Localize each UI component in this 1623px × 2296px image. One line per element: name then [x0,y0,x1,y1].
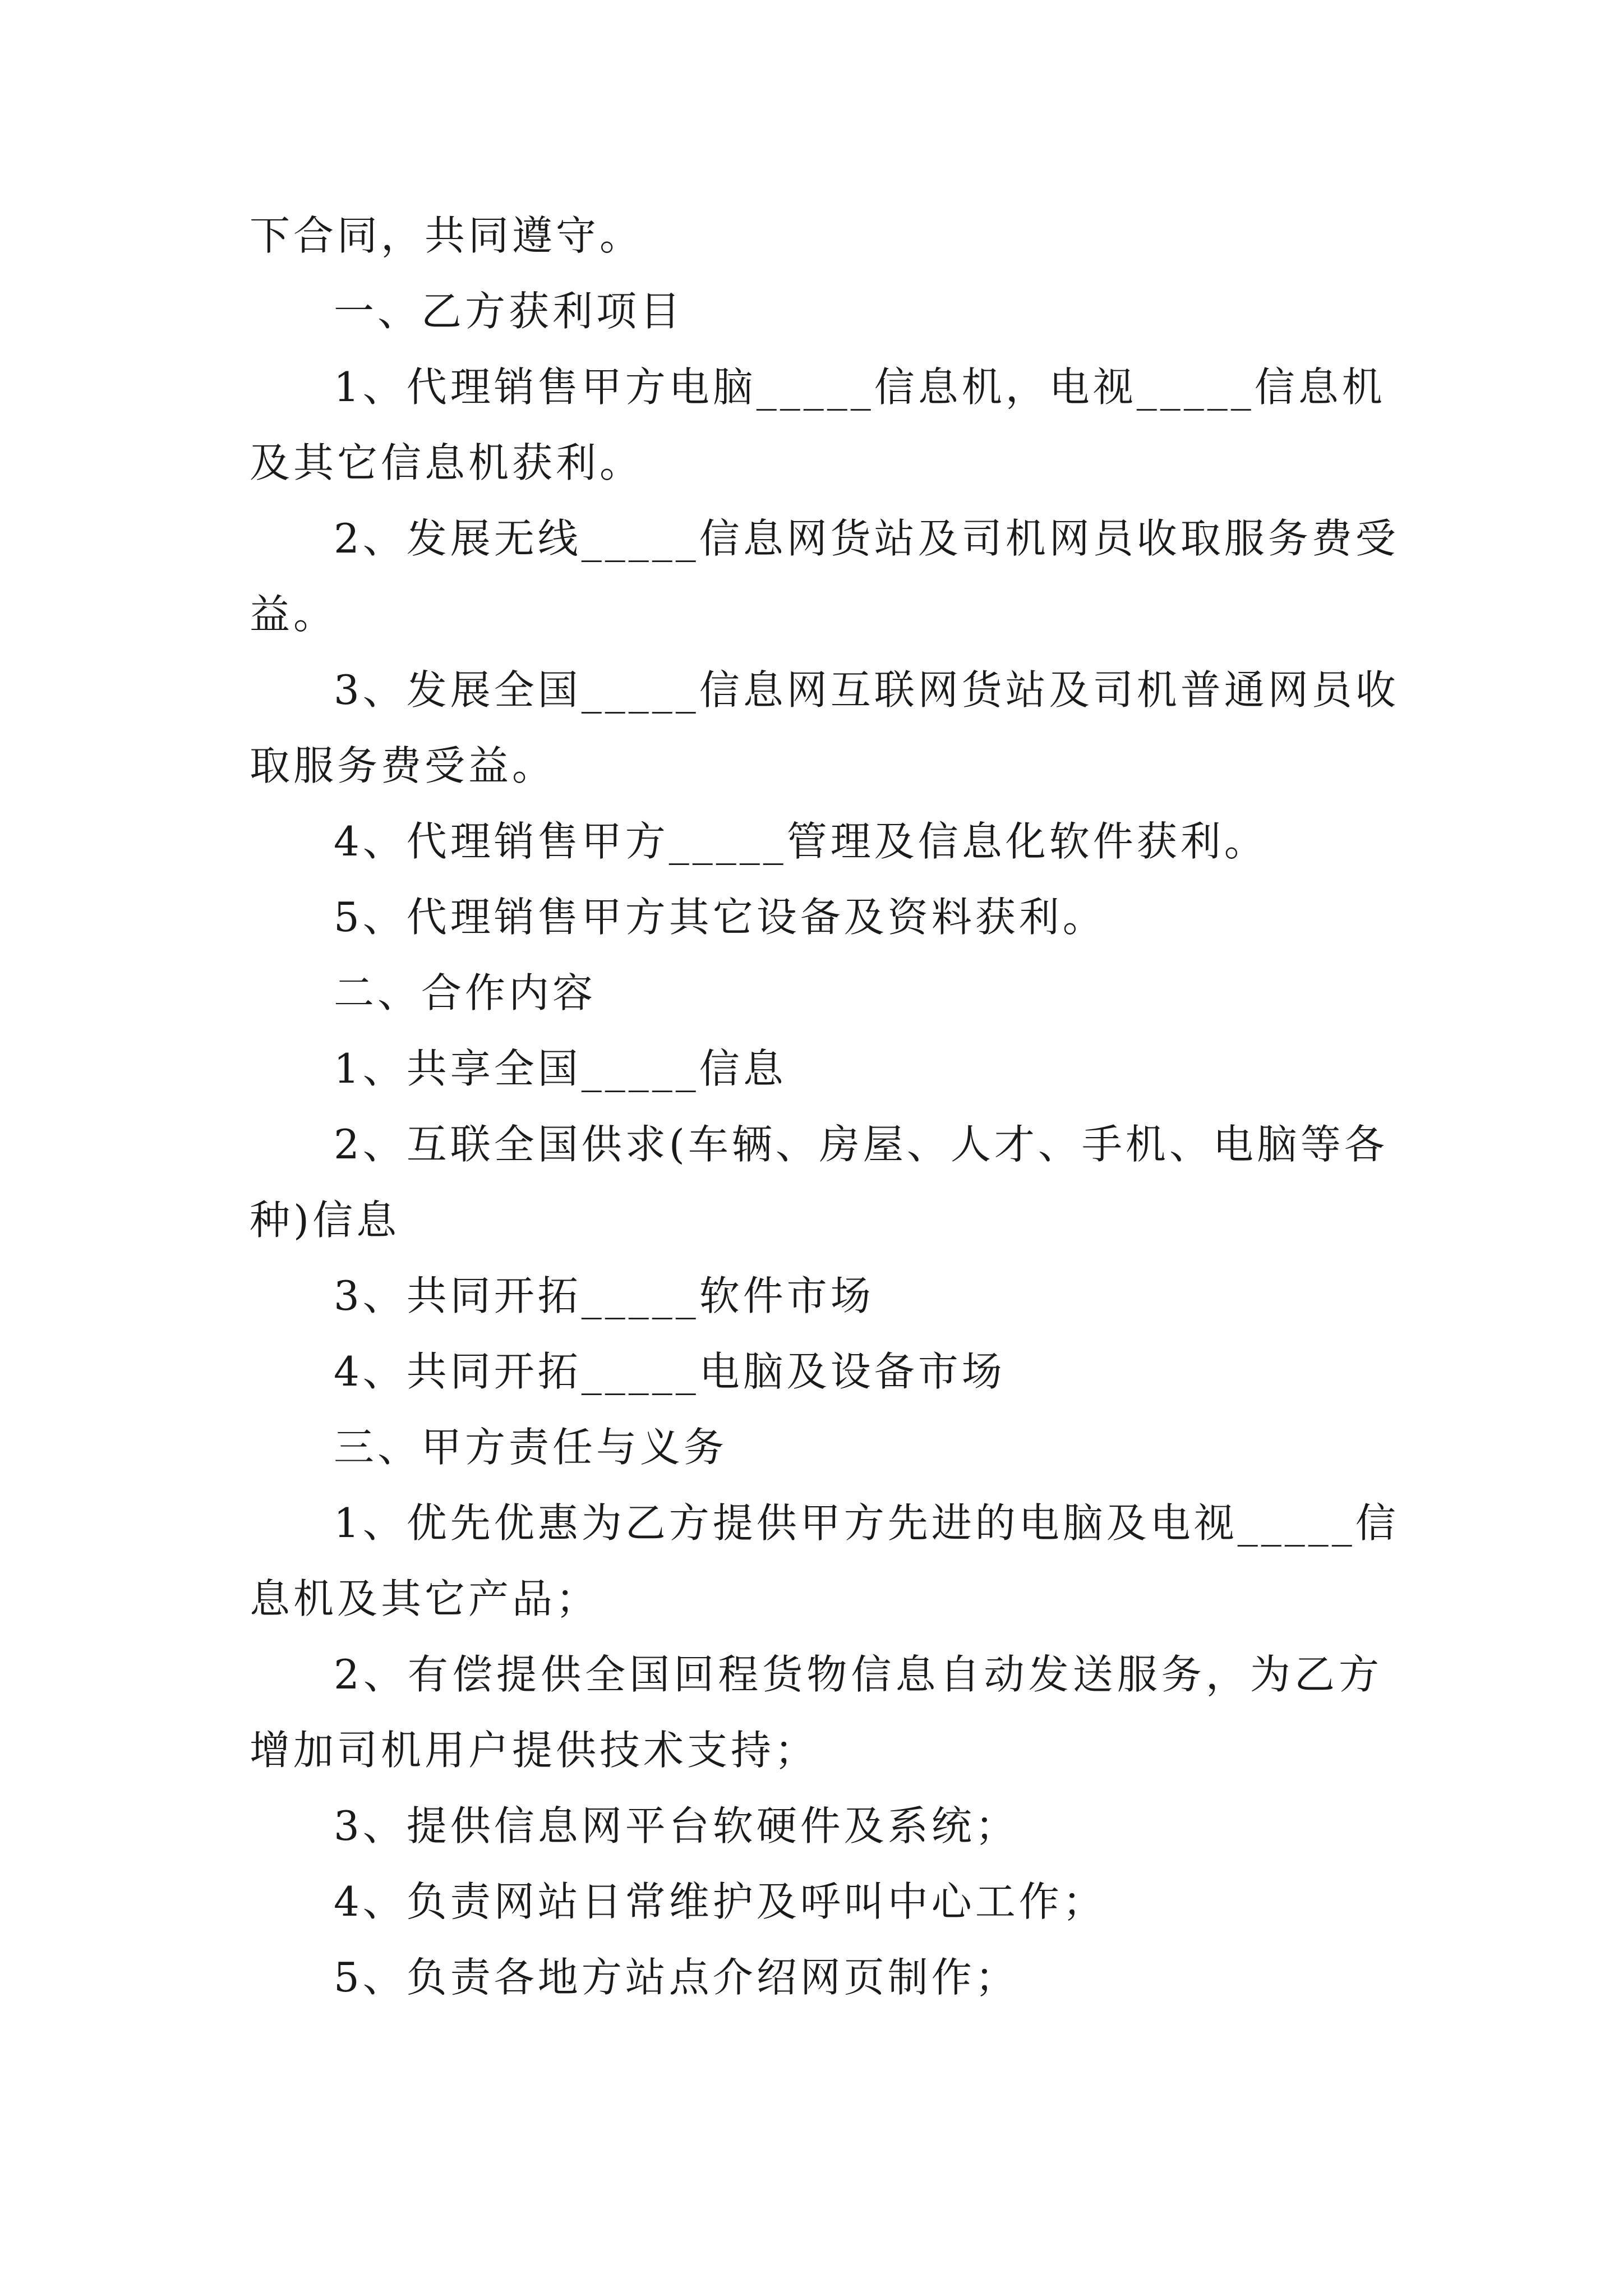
text-line: 2、发展无线_____信息网货站及司机网员收取服务费受 [334,515,1399,562]
text-line: 1、代理销售甲方电脑_____信息机，电视_____信息机 [334,364,1386,411]
text-line: 益。 [250,591,338,638]
text-line: 5、代理销售甲方其它设备及资料获利。 [334,894,1106,941]
text-line: 3、提供信息网平台软硬件及系统； [334,1802,1019,1849]
text-line: 1、优先优惠为乙方提供甲方先进的电脑及电视_____信 [334,1499,1399,1547]
text-line: 5、负责各地方站点介绍网页制作； [334,1954,1019,2001]
text-line: 种)信息 [250,1197,400,1244]
text-line: 增加司机用户提供技术支持； [250,1727,819,1774]
text-line: 4、负责网站日常维护及呼叫中心工作； [334,1878,1106,1925]
text-line: 1、共享全国_____信息 [334,1045,787,1092]
text-line: 2、互联全国供求(车辆、房屋、人才、手机、电脑等各 [334,1121,1388,1168]
section-heading: 一、乙方获利项目 [334,288,684,335]
section-heading: 三、甲方责任与义务 [334,1424,728,1471]
text-line: 4、代理销售甲方_____管理及信息化软件获利。 [334,818,1268,865]
text-line: 2、有偿提供全国回程货物信息自动发送服务，为乙方 [334,1651,1382,1698]
text-line: 4、共同开拓_____电脑及设备市场 [334,1348,1006,1395]
text-line: 3、共同开拓_____软件市场 [334,1272,874,1319]
text-line: 及其它信息机获利。 [250,439,644,486]
section-heading: 二、合作内容 [334,969,597,1016]
text-line: 下合同，共同遵守。 [250,212,644,259]
text-line: 取服务费受益。 [250,742,556,789]
text-line: 3、发展全国_____信息网互联网货站及司机普通网员收 [334,666,1399,714]
text-line: 息机及其它产品； [250,1575,600,1622]
